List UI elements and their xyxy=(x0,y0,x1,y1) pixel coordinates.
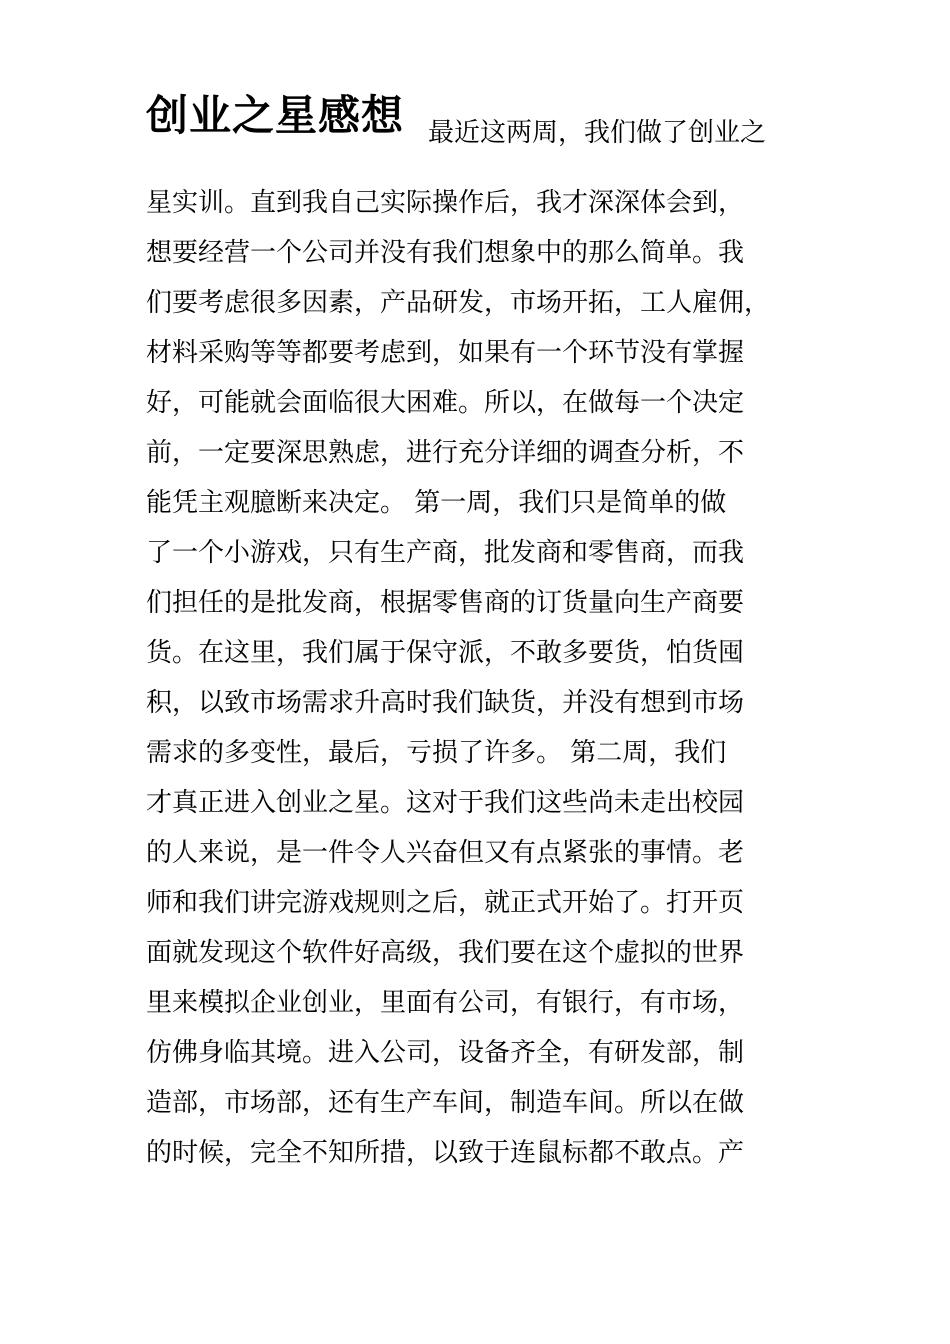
document-body xyxy=(146,88,826,1178)
text-line: 才真正进入创业之星。这对于我们这些尚未走出校园 xyxy=(146,788,745,818)
first-line-text: 最近这两周，我们做了创业之 xyxy=(428,118,767,148)
text-line: 造部，市场部，还有生产车间，制造车间。所以在做 xyxy=(146,1088,745,1118)
text-line: 能凭主观臆断来决定。 第一周，我们只是简单的做 xyxy=(146,488,727,518)
text-line: 材料采购等等都要考虑到，如果有一个环节没有掌握 xyxy=(146,338,745,368)
text-line: 前，一定要深思熟虑，进行充分详细的调查分析，不 xyxy=(146,438,745,468)
text-line: 的时候，完全不知所措，以致于连鼠标都不敢点。产 xyxy=(146,1138,745,1168)
text-line: 了一个小游戏，只有生产商，批发商和零售商，而我 xyxy=(146,538,745,568)
text-line: 想要经营一个公司并没有我们想象中的那么简单。我 xyxy=(146,238,745,268)
text-line: 积，以致市场需求升高时我们缺货，并没有想到市场 xyxy=(146,688,745,718)
text-line: 货。在这里，我们属于保守派，不敢多要货，怕货囤 xyxy=(146,638,745,668)
text-line: 仿佛身临其境。进入公司，设备齐全，有研发部，制 xyxy=(146,1038,745,1068)
title-row xyxy=(146,88,826,178)
document-title: 创业之星感想 xyxy=(146,91,405,140)
text-line: 面就发现这个软件好高级，我们要在这个虚拟的世界 xyxy=(146,938,745,968)
text-line: 的人来说，是一件令人兴奋但又有点紧张的事情。老 xyxy=(146,838,745,868)
text-line: 星实训。直到我自己实际操作后，我才深深体会到， xyxy=(146,188,745,218)
text-line: 们要考虑很多因素，产品研发，市场开拓，工人雇佣， xyxy=(146,288,771,318)
text-line: 师和我们讲完游戏规则之后，就正式开始了。打开页 xyxy=(146,888,745,918)
text-line: 里来模拟企业创业，里面有公司，有银行，有市场， xyxy=(146,988,745,1018)
text-line: 需求的多变性，最后，亏损了许多。 第二周，我们 xyxy=(146,738,727,768)
text-line: 们担任的是批发商，根据零售商的订货量向生产商要 xyxy=(146,588,745,618)
text-line: 好，可能就会面临很大困难。所以，在做每一个决定 xyxy=(146,388,745,418)
